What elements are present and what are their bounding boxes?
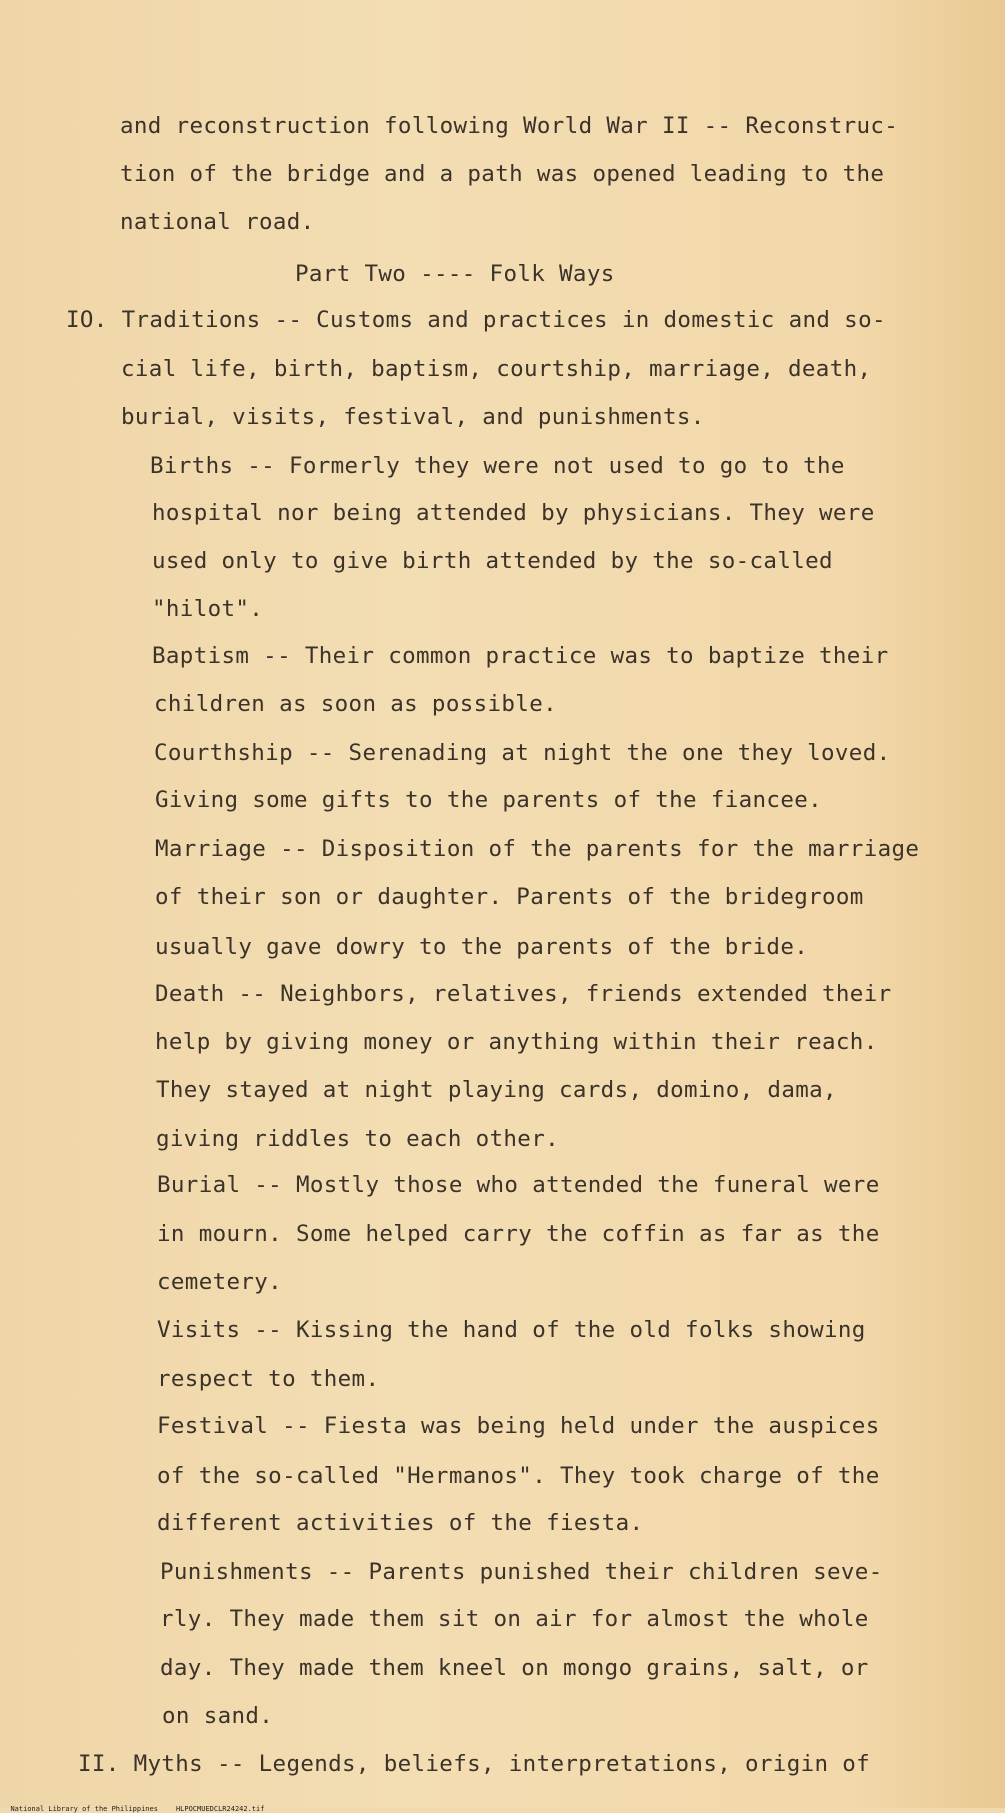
text-line: rly. They made them sit on air for almost the whole xyxy=(160,1606,869,1632)
text-line: They stayed at night playing cards, domino, dama, xyxy=(156,1077,837,1103)
text-line: Giving some gifts to the parents of the fiancee. xyxy=(155,787,823,813)
text-line: burial, visits, festival, and punishments. xyxy=(121,404,705,430)
text-line: of their son or daughter. Parents of the bridegroom xyxy=(155,884,864,910)
text-line: respect to them. xyxy=(157,1366,380,1392)
text-line: tion of the bridge and a path was opened leading to the xyxy=(120,161,885,187)
text-line: on sand. xyxy=(162,1703,274,1729)
text-line: II. Myths -- Legends, beliefs, interpretations, origin of xyxy=(78,1751,871,1777)
scan-footer xyxy=(2,1797,282,1813)
text-line: different activities of the fiesta. xyxy=(157,1510,644,1536)
text-line: Burial -- Mostly those who attended the funeral were xyxy=(157,1172,880,1198)
file-id: HLPOCMUEDCLR24242.tif xyxy=(175,1805,265,1813)
text-line: Death -- Neighbors, relatives, friends extended their xyxy=(155,981,892,1007)
text-line: Marriage -- Disposition of the parents for the marriage xyxy=(155,836,920,862)
text-line: Courthship -- Serenading at night the one they loved. xyxy=(154,740,891,766)
text-line: help by giving money or anything within their reach. xyxy=(155,1029,878,1055)
text-line: in mourn. Some helped carry the coffin as far as the xyxy=(157,1221,880,1247)
text-line: national road. xyxy=(120,209,315,235)
text-line: Baptism -- Their common practice was to baptize their xyxy=(152,643,889,669)
text-line: Festival -- Fiesta was being held under the auspices xyxy=(157,1413,880,1439)
text-line: "hilot". xyxy=(152,596,264,622)
text-line: Punishments -- Parents punished their children seve- xyxy=(160,1559,883,1585)
text-line: Births -- Formerly they were not used to go to the xyxy=(150,453,845,479)
text-line: children as soon as possible. xyxy=(154,691,557,717)
text-line: day. They made them kneel on mongo grains, salt, or xyxy=(160,1655,869,1681)
text-line: Visits -- Kissing the hand of the old folks showing xyxy=(157,1317,866,1343)
text-line: usually gave dowry to the parents of the bride. xyxy=(155,934,809,960)
text-line: of the so-called "Hermanos". They took charge of the xyxy=(157,1463,880,1489)
text-line: IO. Traditions -- Customs and practices in domestic and so- xyxy=(66,307,886,333)
text-line: hospital nor being attended by physicians. They were xyxy=(152,500,875,526)
text-line: used only to give birth attended by the so-called xyxy=(152,548,833,574)
section-heading: Part Two ---- Folk Ways xyxy=(295,261,615,287)
library-credit: National Library of the Philippines xyxy=(10,1805,158,1813)
text-line: giving riddles to each other. xyxy=(156,1126,559,1152)
text-line: and reconstruction following World War II -- Reconstruc- xyxy=(120,113,899,139)
text-line: cial life, birth, baptism, courtship, marriage, death, xyxy=(121,356,872,382)
text-line: cemetery. xyxy=(157,1269,283,1295)
